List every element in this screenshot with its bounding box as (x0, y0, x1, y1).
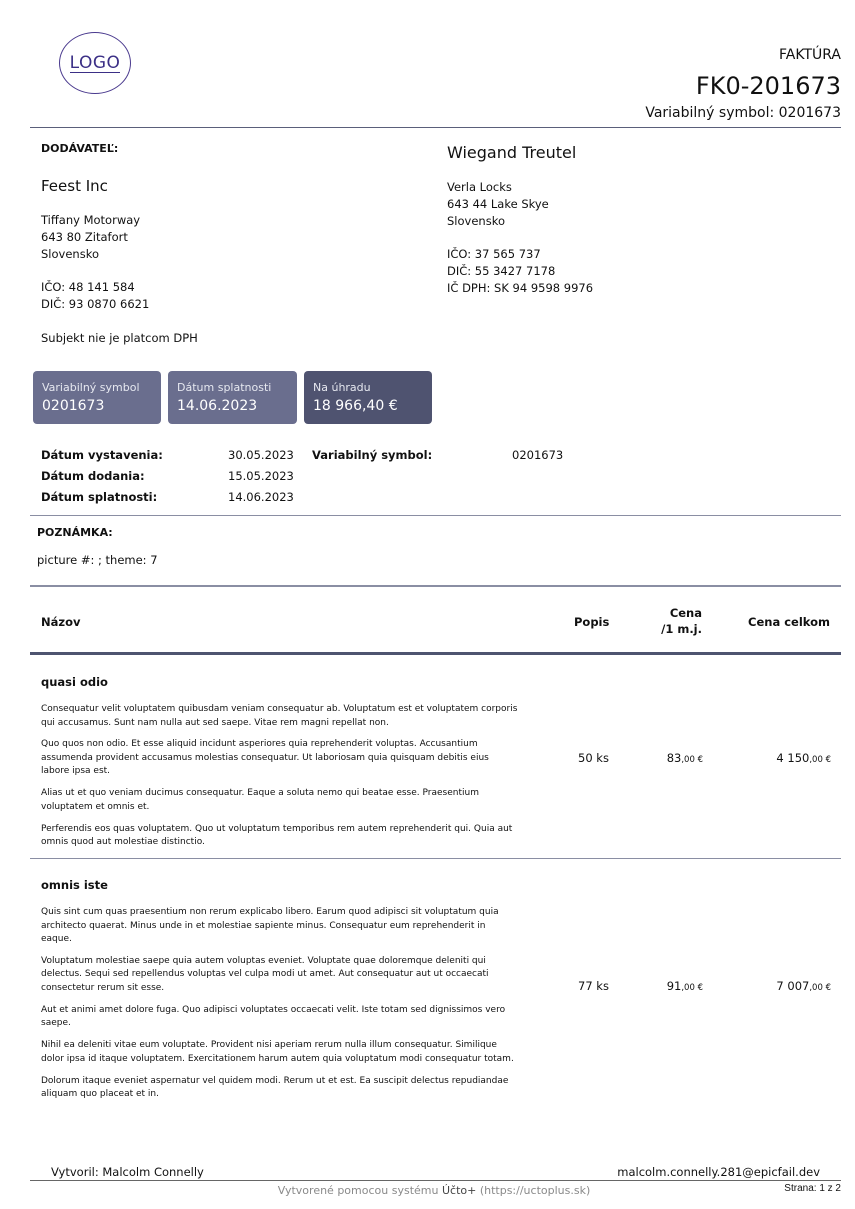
dates-labels (41, 445, 163, 507)
note-divider (30, 585, 841, 587)
footer-system-name: Účto+ (441, 1184, 477, 1197)
invoice-number: FK0-201673 (695, 72, 841, 100)
card-value: 18 966,40 € (313, 398, 398, 414)
logo-text: LOGO (69, 52, 121, 73)
supplier-dic: DIČ: 93 0870 6621 (41, 296, 150, 311)
client-country: Slovensko (447, 213, 505, 228)
note-heading: POZNÁMKA: (37, 526, 113, 539)
item-total-price (720, 979, 831, 993)
unit-price-main: 91 (666, 979, 682, 993)
col-price-header-line1: Cena (669, 606, 702, 620)
item-description (41, 703, 519, 858)
item-quantity: 77 ks (578, 979, 609, 993)
item-total-price (720, 751, 831, 765)
supplier-address (41, 212, 198, 346)
dates-divider (30, 515, 841, 516)
issue-date-value: 30.05.2023 (228, 448, 294, 462)
total-price-decimals: ,00 € (809, 755, 831, 765)
supplier-vat-note: Subjekt nie je platcom DPH (41, 330, 198, 345)
card-label: Dátum splatnosti (177, 381, 272, 394)
item-paragraph: Aut et animi amet dolore fuga. Quo adipisci voluptates occaecati velit. Iste totam sed dignissimos vero saepe. (41, 1004, 506, 1029)
card-variable-symbol (33, 371, 161, 424)
client-city: 643 44 Lake Skye (447, 196, 549, 211)
footer-author: Vytvoril: Malcolm Connelly (51, 1165, 204, 1179)
item-paragraph: Consequatur velit voluptatem quibusdam veniam consequatur ab. Voluptatum est et voluptatem corporis qui accusamus. Sunt nam nulla aut sed saepe. Vitae rem magni repellat non. (41, 704, 518, 728)
col-price-header-line2: /1 m.j. (661, 622, 702, 636)
unit-price-main: 83 (666, 751, 682, 765)
client-icdph: IČ DPH: SK 94 9598 9976 (447, 280, 594, 295)
supplier-street: Tiffany Motorway (41, 213, 141, 227)
col-name-header: Názov (41, 615, 81, 629)
item-paragraph: Nihil ea deleniti vitae eum voluptate. Provident nisi aperiam rerum nulla illum consequatur. Similique dolor ipsa id itaque voluptatem. Exercitationem harum autem quia voluptatum modi consequatur totam. (41, 1040, 514, 1064)
item-paragraph: Quo quos non odio. Et esse aliquid incidunt asperiores quia reprehenderit voluptas. Accusantium assumenda provident accusamus molestias consequatur. Ut laboriosam quia quisquam debitis eius labore ipsa est. (41, 739, 489, 777)
delivery-date-label: Dátum dodania: (41, 468, 145, 483)
client-street: Verla Locks (447, 180, 512, 194)
footer-system-credit (0, 1184, 855, 1197)
header-divider (30, 127, 841, 128)
footer-system-prefix: Vytvorené pomocou systému (277, 1184, 442, 1197)
note-text: picture #: ; theme: 7 (37, 553, 158, 567)
item-paragraph: Perferendis eos quas voluptatem. Quo ut voluptatum temporibus rem autem reprehenderit qui. Quia aut omnis quod aut molestiae distinctio. (41, 823, 513, 848)
col-desc-header: Popis (574, 615, 610, 629)
table-header-divider (30, 652, 841, 655)
supplier-name: Feest Inc (41, 177, 108, 195)
item-paragraph: Voluptatum molestiae saepe quia autem voluptas eveniet. Voluptate quae doloremque deleniti qui delectus. Sequi sed repellendus voluptas vel culpa modi ut amet. Aut consequatur aut ut occaecati consectetur rerum sit esse. (41, 955, 489, 993)
header-variable-symbol: Variabilný symbol: 0201673 (645, 105, 841, 121)
total-price-decimals: ,00 € (809, 983, 831, 993)
dates-values (228, 445, 294, 507)
company-logo (59, 32, 131, 94)
document-type: FAKTÚRA (779, 47, 841, 63)
total-price-main: 7 007 (776, 979, 810, 993)
card-value: 14.06.2023 (177, 398, 258, 414)
unit-price-decimals: ,00 € (681, 983, 703, 993)
card-value: 0201673 (42, 398, 105, 414)
client-address (447, 179, 593, 297)
supplier-country: Slovensko (41, 246, 99, 261)
item-unit-price (620, 751, 703, 765)
issue-date-label: Dátum vystavenia: (41, 448, 163, 462)
footer-email[interactable]: malcolm.connelly.281@epicfail.dev (617, 1165, 820, 1179)
card-due-date (168, 371, 297, 424)
supplier-heading: DODÁVATEĽ: (41, 142, 119, 155)
vs-value: 0201673 (512, 448, 564, 462)
supplier-ico: IČO: 48 141 584 (41, 280, 135, 295)
card-amount-due (304, 371, 432, 424)
card-label: Na úhradu (313, 381, 371, 394)
client-name: Wiegand Treutel (447, 143, 577, 162)
item-paragraph: Dolorum itaque eveniet aspernatur vel quidem modi. Rerum ut et est. Ea suscipit delectus repudiandae aliquam quo placeat et in. (41, 1075, 509, 1100)
due-date-label: Dátum splatnosti: (41, 489, 158, 504)
item-paragraph: Quis sint cum quas praesentium non rerum explicabo libero. Earum quod adipisci sit voluptatum quia architecto quaerat. Minus unde in et molestiae sapiente minus. Consequatur eum reprehenderit in eaque. (41, 907, 499, 944)
item-name: quasi odio (41, 675, 108, 689)
page-number: Strana: 1 z 2 (784, 1183, 841, 1194)
card-label: Variabilný symbol (42, 381, 140, 394)
item-quantity: 50 ks (578, 751, 609, 765)
col-price-header (640, 606, 702, 636)
client-ico: IČO: 37 565 737 (447, 247, 541, 262)
item-name: omnis iste (41, 878, 108, 892)
col-total-header: Cena celkom (748, 615, 830, 629)
item-divider (30, 858, 841, 859)
delivery-date-value: 15.05.2023 (228, 468, 294, 483)
total-price-main: 4 150 (776, 751, 810, 765)
item-paragraph: Alias ut et quo veniam ducimus consequatur. Eaque a soluta nemo qui beatae esse. Praesentium voluptatem et omnis et. (41, 788, 479, 812)
due-date-value: 14.06.2023 (228, 489, 294, 504)
vs-label: Variabilný symbol: (312, 448, 433, 462)
item-unit-price (620, 979, 703, 993)
unit-price-decimals: ,00 € (681, 755, 703, 765)
footer-divider (30, 1180, 841, 1181)
footer-system-url[interactable]: (https://uctoplus.sk) (476, 1184, 591, 1197)
item-description (41, 906, 519, 1110)
supplier-city: 643 80 Zitafort (41, 229, 128, 244)
client-dic: DIČ: 55 3427 7178 (447, 263, 556, 278)
